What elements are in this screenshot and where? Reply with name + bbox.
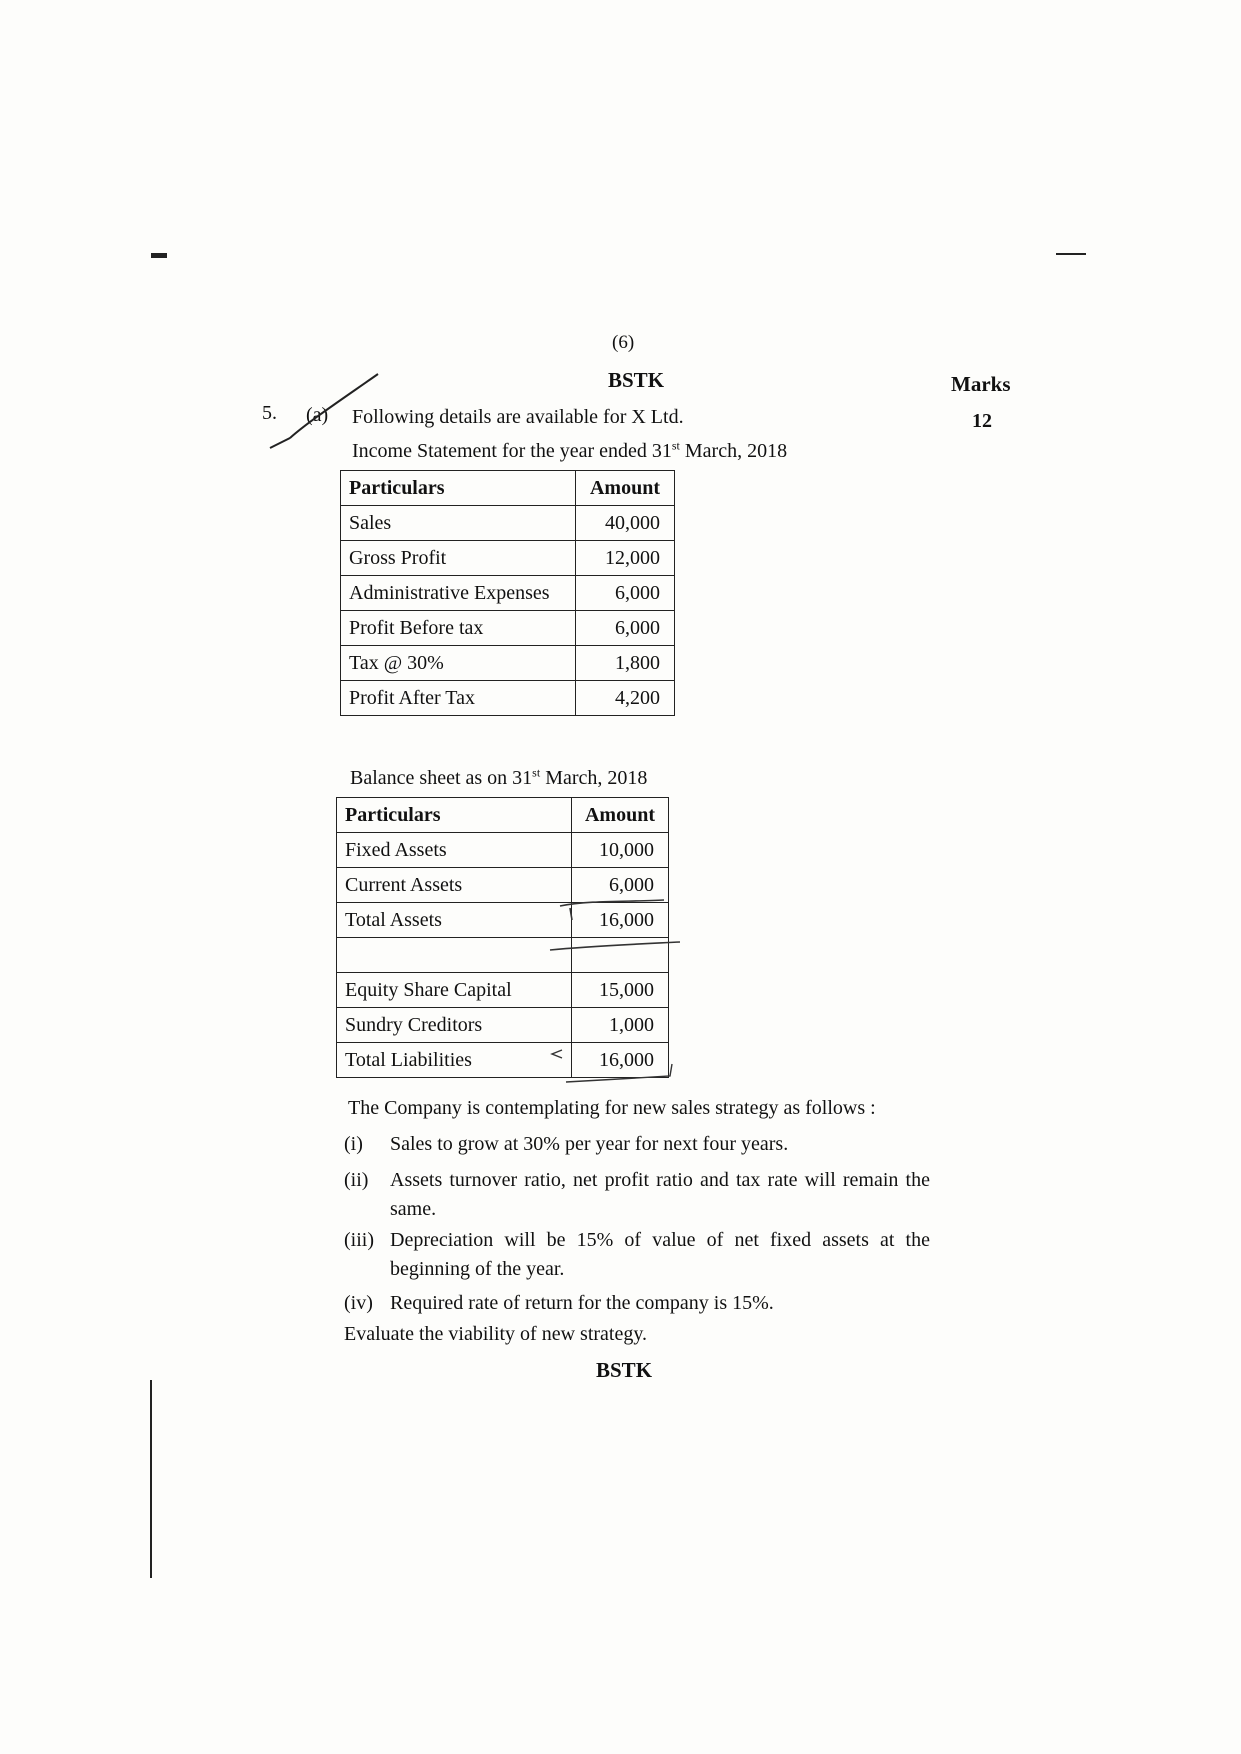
strategy-intro: The Company is contemplating for new sales strategy as follows : bbox=[348, 1097, 876, 1119]
particular-cell: Fixed Assets bbox=[337, 833, 572, 868]
scan-mark-right bbox=[1056, 253, 1086, 255]
item-text: Depreciation will be 15% of value of net fixed assets at the beginning of the year. bbox=[390, 1229, 930, 1280]
column-header-amount: Amount bbox=[576, 471, 675, 506]
table-row bbox=[341, 611, 675, 646]
scan-mark-left bbox=[151, 253, 167, 258]
amount-cell: 40,000 bbox=[576, 506, 675, 541]
amount-cell: 4,200 bbox=[576, 681, 675, 716]
paper-code-top: BSTK bbox=[608, 368, 665, 392]
column-header-particulars: Particulars bbox=[341, 471, 576, 506]
table-row bbox=[341, 541, 675, 576]
scan-margin-line bbox=[150, 1380, 152, 1578]
amount-cell: 16,000 bbox=[572, 1043, 669, 1078]
particular-cell bbox=[337, 938, 572, 973]
amount-cell: 6,000 bbox=[572, 868, 669, 903]
income-statement-caption: Income Statement for the year ended 31st March, 2018 bbox=[352, 438, 788, 462]
amount-cell: 1,800 bbox=[576, 646, 675, 681]
question-intro: Following details are available for X Ltd. bbox=[352, 406, 684, 428]
particular-cell: Sundry Creditors bbox=[337, 1008, 572, 1043]
page-number: (6) bbox=[612, 332, 635, 353]
table-row bbox=[341, 506, 675, 541]
paper-code-bottom: BSTK bbox=[596, 1358, 653, 1382]
column-header-particulars: Particulars bbox=[337, 798, 572, 833]
table-row bbox=[341, 681, 675, 716]
table-row bbox=[341, 646, 675, 681]
table-row bbox=[337, 833, 669, 868]
closing-instruction: Evaluate the viability of new strategy. bbox=[344, 1323, 648, 1345]
item-label: (iv) bbox=[344, 1292, 373, 1314]
particular-cell: Gross Profit bbox=[341, 541, 576, 576]
table-row bbox=[341, 576, 675, 611]
particular-cell: Profit After Tax bbox=[341, 681, 576, 716]
amount-cell: 6,000 bbox=[576, 611, 675, 646]
amount-cell: 15,000 bbox=[572, 973, 669, 1008]
balance-sheet-caption: Balance sheet as on 31st March, 2018 bbox=[350, 765, 648, 789]
table-header-row bbox=[341, 471, 675, 506]
item-text: Sales to grow at 30% per year for next four years. bbox=[390, 1133, 789, 1155]
item-text: Required rate of return for the company is 15%. bbox=[390, 1292, 774, 1314]
particular-cell: Sales bbox=[341, 506, 576, 541]
particular-cell: Tax @ 30% bbox=[341, 646, 576, 681]
amount-cell: 1,000 bbox=[572, 1008, 669, 1043]
amount-cell: 16,000 bbox=[572, 903, 669, 938]
item-label: (ii) bbox=[344, 1169, 369, 1191]
particular-cell: Administrative Expenses bbox=[341, 576, 576, 611]
item-text: Assets turnover ratio, net profit ratio and tax rate will remain the same. bbox=[390, 1169, 930, 1220]
item-label: (iii) bbox=[344, 1229, 374, 1251]
particular-cell: Total Assets bbox=[337, 903, 572, 938]
question-number: 5. bbox=[262, 402, 277, 424]
amount-cell: 10,000 bbox=[572, 833, 669, 868]
question-part: (a) bbox=[306, 404, 329, 426]
amount-cell: 12,000 bbox=[576, 541, 675, 576]
particular-cell: Profit Before tax bbox=[341, 611, 576, 646]
particular-cell: Equity Share Capital bbox=[337, 973, 572, 1008]
column-header-amount: Amount bbox=[572, 798, 669, 833]
marks-value: 12 bbox=[972, 410, 992, 432]
amount-cell: 6,000 bbox=[576, 576, 675, 611]
table-header-row bbox=[337, 798, 669, 833]
item-label: (i) bbox=[344, 1133, 363, 1155]
particular-cell: Current Assets bbox=[337, 868, 572, 903]
marks-label: Marks bbox=[951, 372, 1011, 396]
income-statement-table bbox=[340, 470, 675, 716]
handwritten-strokes-icon bbox=[540, 880, 690, 1080]
particular-cell: Total Liabilities bbox=[337, 1043, 572, 1078]
